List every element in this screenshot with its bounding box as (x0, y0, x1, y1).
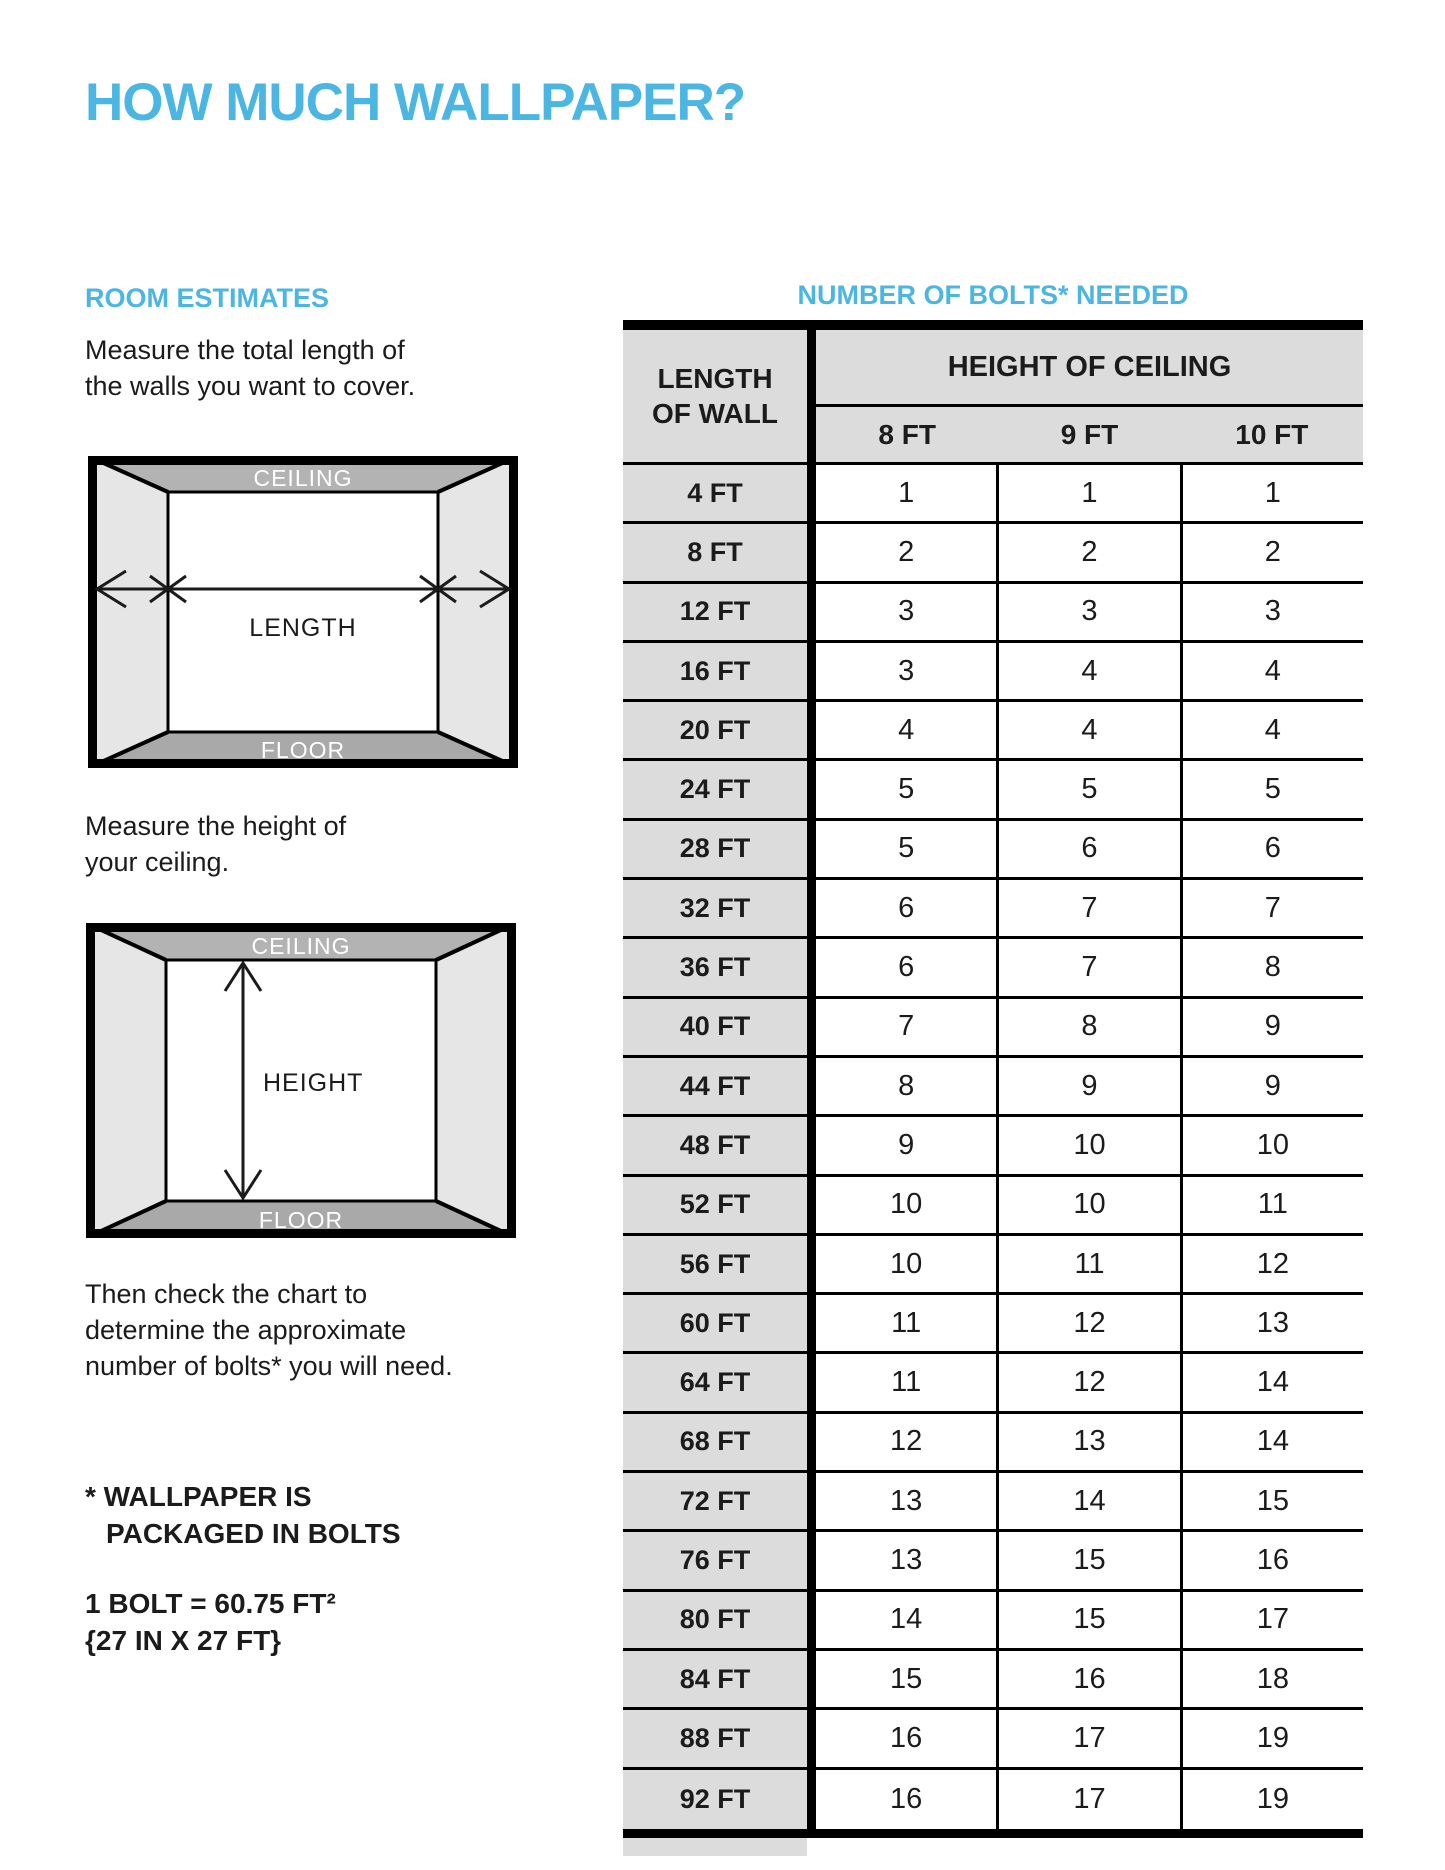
paragraph-line: Measure the height of (85, 811, 347, 841)
table-row (623, 761, 1363, 820)
wall-length-label: 28 FT (623, 821, 807, 877)
paragraph-line: number of bolts* you will need. (85, 1351, 453, 1381)
wall-length-label: 4 FT (623, 465, 807, 521)
corner-header-line: LENGTH (657, 363, 773, 394)
table-row (623, 1592, 1363, 1651)
column-header-9ft: 9 FT (1060, 418, 1119, 450)
wall-length-label: 88 FT (623, 1710, 807, 1766)
bolt-count-cell: 12 (996, 1354, 1179, 1410)
table-row (623, 1236, 1363, 1295)
wall-length-label: 36 FT (623, 939, 807, 995)
bolt-count-cell: 9 (1180, 1058, 1363, 1114)
bolt-count-cell: 19 (1180, 1710, 1363, 1766)
wall-length-label: 72 FT (623, 1473, 807, 1529)
bolt-count-cell: 5 (1180, 761, 1363, 817)
bolt-count-cell: 9 (816, 1117, 996, 1173)
bolt-count-cell: 11 (996, 1236, 1179, 1292)
wall-length-label: 68 FT (623, 1414, 807, 1470)
wall-length-label: 52 FT (623, 1177, 807, 1233)
bolt-count-cell: 10 (1180, 1117, 1363, 1173)
paragraph-line: your ceiling. (85, 847, 230, 877)
column-divider (807, 702, 816, 758)
wall-length-label: 44 FT (623, 1058, 807, 1114)
column-divider (807, 524, 816, 580)
column-divider (807, 939, 816, 995)
bolt-count-cell: 4 (996, 702, 1179, 758)
wall-length-label: 20 FT (623, 702, 807, 758)
wall-length-label: 24 FT (623, 761, 807, 817)
ceiling-label: CEILING (251, 933, 351, 959)
table-row (623, 1177, 1363, 1236)
wall-length-label: 16 FT (623, 643, 807, 699)
table-row (623, 524, 1363, 583)
left-wall-surface (88, 456, 168, 768)
wall-length-label: 48 FT (623, 1117, 807, 1173)
table-row (623, 465, 1363, 524)
bolt-count-cell: 9 (1180, 999, 1363, 1055)
bolt-count-cell: 13 (1180, 1295, 1363, 1351)
page-title: HOW MUCH WALLPAPER? (85, 73, 746, 132)
bolt-count-cell: 3 (1180, 584, 1363, 640)
bolt-count-cell: 6 (816, 880, 996, 936)
bolt-count-cell: 16 (1180, 1532, 1363, 1588)
column-divider (807, 1414, 816, 1470)
bolt-count-cell: 13 (816, 1532, 996, 1588)
bolt-count-cell: 13 (816, 1473, 996, 1529)
bolt-count-cell: 14 (816, 1592, 996, 1648)
bolt-count-cell: 17 (996, 1710, 1179, 1766)
column-divider (807, 761, 816, 817)
room-length-diagram (88, 456, 518, 768)
bolt-info-line: {27 IN X 27 FT} (85, 1625, 282, 1656)
bolt-count-cell: 12 (996, 1295, 1179, 1351)
right-wall-surface (438, 456, 518, 768)
table-bottom-border (623, 1829, 1363, 1838)
table-header (623, 330, 1363, 465)
bolt-count-cell: 7 (816, 999, 996, 1055)
length-of-wall-header (623, 330, 807, 465)
table-top-border (623, 320, 1363, 330)
bolt-count-cell: 19 (1180, 1770, 1363, 1829)
measure-length-paragraph (85, 332, 415, 404)
table-row (623, 643, 1363, 702)
corner-header-line: OF WALL (652, 398, 778, 429)
column-divider (807, 1295, 816, 1351)
column-divider (807, 880, 816, 936)
back-wall (168, 492, 438, 732)
bolt-count-cell: 6 (1180, 821, 1363, 877)
bolt-count-cell: 4 (996, 643, 1179, 699)
ceiling-label: CEILING (253, 465, 353, 491)
label-column-stub (623, 1838, 807, 1856)
bolt-count-cell: 18 (1180, 1651, 1363, 1707)
table-row (623, 1414, 1363, 1473)
wall-length-label: 64 FT (623, 1354, 807, 1410)
column-divider (807, 1177, 816, 1233)
bolt-count-cell: 4 (1180, 702, 1363, 758)
bolt-count-cell: 13 (996, 1414, 1179, 1470)
bolt-count-cell: 4 (816, 702, 996, 758)
bolt-count-cell: 8 (816, 1058, 996, 1114)
bolt-count-cell: 11 (816, 1354, 996, 1410)
column-divider (807, 1473, 816, 1529)
bolt-info-line: 1 BOLT = 60.75 FT² (85, 1588, 336, 1619)
column-divider (807, 821, 816, 877)
column-divider (807, 1354, 816, 1410)
bolt-count-cell: 12 (1180, 1236, 1363, 1292)
table-rows (623, 465, 1363, 1829)
paragraph-line: the walls you want to cover. (85, 371, 416, 401)
bolt-count-cell: 16 (816, 1710, 996, 1766)
bolt-count-cell: 11 (816, 1295, 996, 1351)
bolt-count-cell: 5 (816, 761, 996, 817)
bolt-count-cell: 3 (816, 643, 996, 699)
bolt-count-cell: 10 (816, 1236, 996, 1292)
table-row (623, 702, 1363, 761)
bolt-count-cell: 3 (816, 584, 996, 640)
bolt-count-cell: 6 (816, 939, 996, 995)
wall-length-label: 60 FT (623, 1295, 807, 1351)
wall-length-label: 76 FT (623, 1532, 807, 1588)
wall-length-label: 40 FT (623, 999, 807, 1055)
bolt-count-cell: 15 (996, 1532, 1179, 1588)
bolt-count-cell: 17 (1180, 1592, 1363, 1648)
column-divider (807, 643, 816, 699)
height-of-ceiling-header: HEIGHT OF CEILING (816, 330, 1363, 407)
column-divider (807, 1532, 816, 1588)
table-row (623, 880, 1363, 939)
bolt-count-cell: 1 (1180, 465, 1363, 521)
measure-height-paragraph (85, 808, 346, 880)
bolt-count-cell: 8 (996, 999, 1179, 1055)
wallpaper-bolts-footnote (85, 1478, 401, 1552)
table-row (623, 1058, 1363, 1117)
bolt-count-cell: 15 (996, 1592, 1179, 1648)
table-row (623, 1532, 1363, 1591)
column-divider (807, 1592, 816, 1648)
bolt-count-cell: 15 (816, 1651, 996, 1707)
length-label: LENGTH (249, 614, 357, 642)
wall-length-label: 12 FT (623, 584, 807, 640)
table-row (623, 584, 1363, 643)
bolt-count-cell: 10 (816, 1177, 996, 1233)
bolt-count-cell: 16 (816, 1770, 996, 1829)
paragraph-line: determine the approximate (85, 1315, 407, 1345)
table-row (623, 1710, 1363, 1769)
column-divider (807, 1058, 816, 1114)
column-header-10ft: 10 FT (1235, 418, 1309, 450)
bolt-count-cell: 15 (1180, 1473, 1363, 1529)
ceiling-height-subheader-row (816, 407, 1363, 465)
wall-length-label: 32 FT (623, 880, 807, 936)
table-row (623, 1473, 1363, 1532)
bolt-count-cell: 8 (1180, 939, 1363, 995)
wall-length-label: 8 FT (623, 524, 807, 580)
table-row (623, 1651, 1363, 1710)
column-header-8ft: 8 FT (878, 418, 936, 450)
paragraph-line: Then check the chart to (85, 1279, 368, 1309)
table-row (623, 999, 1363, 1058)
wall-length-label: 92 FT (623, 1770, 807, 1829)
bolt-count-cell: 5 (996, 761, 1179, 817)
bolt-count-cell: 3 (996, 584, 1179, 640)
bolt-count-cell: 17 (996, 1770, 1179, 1829)
table-row (623, 1295, 1363, 1354)
bolt-count-cell: 2 (996, 524, 1179, 580)
column-divider (807, 999, 816, 1055)
bolt-count-cell: 11 (1180, 1177, 1363, 1233)
column-divider (807, 1770, 816, 1829)
bolt-count-cell: 1 (816, 465, 996, 521)
bolt-count-cell: 2 (1180, 524, 1363, 580)
bolt-count-cell: 2 (816, 524, 996, 580)
wall-length-label: 80 FT (623, 1592, 807, 1648)
table-row (623, 1354, 1363, 1413)
table-row (623, 939, 1363, 998)
check-chart-paragraph (85, 1276, 453, 1384)
column-divider (807, 465, 816, 521)
bolts-table (623, 320, 1363, 1856)
paragraph-line: Measure the total length of (85, 335, 405, 365)
bolt-count-cell: 10 (996, 1117, 1179, 1173)
column-divider (807, 1651, 816, 1707)
room-estimates-heading: ROOM ESTIMATES (85, 283, 330, 313)
column-divider (807, 584, 816, 640)
bolt-count-cell: 7 (1180, 880, 1363, 936)
footnote-line: PACKAGED IN BOLTS (106, 1518, 401, 1549)
table-row (623, 821, 1363, 880)
floor-label: FLOOR (258, 1207, 344, 1233)
column-divider (807, 1236, 816, 1292)
column-divider (807, 330, 816, 465)
bolt-count-cell: 7 (996, 880, 1179, 936)
bolt-count-cell: 1 (996, 465, 1179, 521)
right-wall-surface (436, 923, 516, 1238)
wall-length-label: 84 FT (623, 1651, 807, 1707)
bolt-count-cell: 16 (996, 1651, 1179, 1707)
bolt-count-cell: 14 (1180, 1414, 1363, 1470)
bolt-count-cell: 14 (996, 1473, 1179, 1529)
floor-label: FLOOR (260, 737, 346, 763)
bolts-needed-heading: NUMBER OF BOLTS* NEEDED (797, 280, 1189, 310)
table-row (623, 1770, 1363, 1829)
left-wall-surface (86, 923, 166, 1238)
bolt-count-cell: 5 (816, 821, 996, 877)
column-divider (807, 1710, 816, 1766)
height-label: HEIGHT (263, 1069, 364, 1097)
bolt-count-cell: 4 (1180, 643, 1363, 699)
wall-length-label: 56 FT (623, 1236, 807, 1292)
table-row (623, 1117, 1363, 1176)
bolt-count-cell: 9 (996, 1058, 1179, 1114)
bolt-count-cell: 14 (1180, 1354, 1363, 1410)
bolt-size-info (85, 1585, 336, 1659)
footnote-line: * WALLPAPER IS (85, 1481, 312, 1512)
bolt-count-cell: 10 (996, 1177, 1179, 1233)
bolt-count-cell: 7 (996, 939, 1179, 995)
room-height-diagram (86, 923, 516, 1238)
bolt-count-cell: 12 (816, 1414, 996, 1470)
column-divider (807, 1117, 816, 1173)
bolt-count-cell: 6 (996, 821, 1179, 877)
